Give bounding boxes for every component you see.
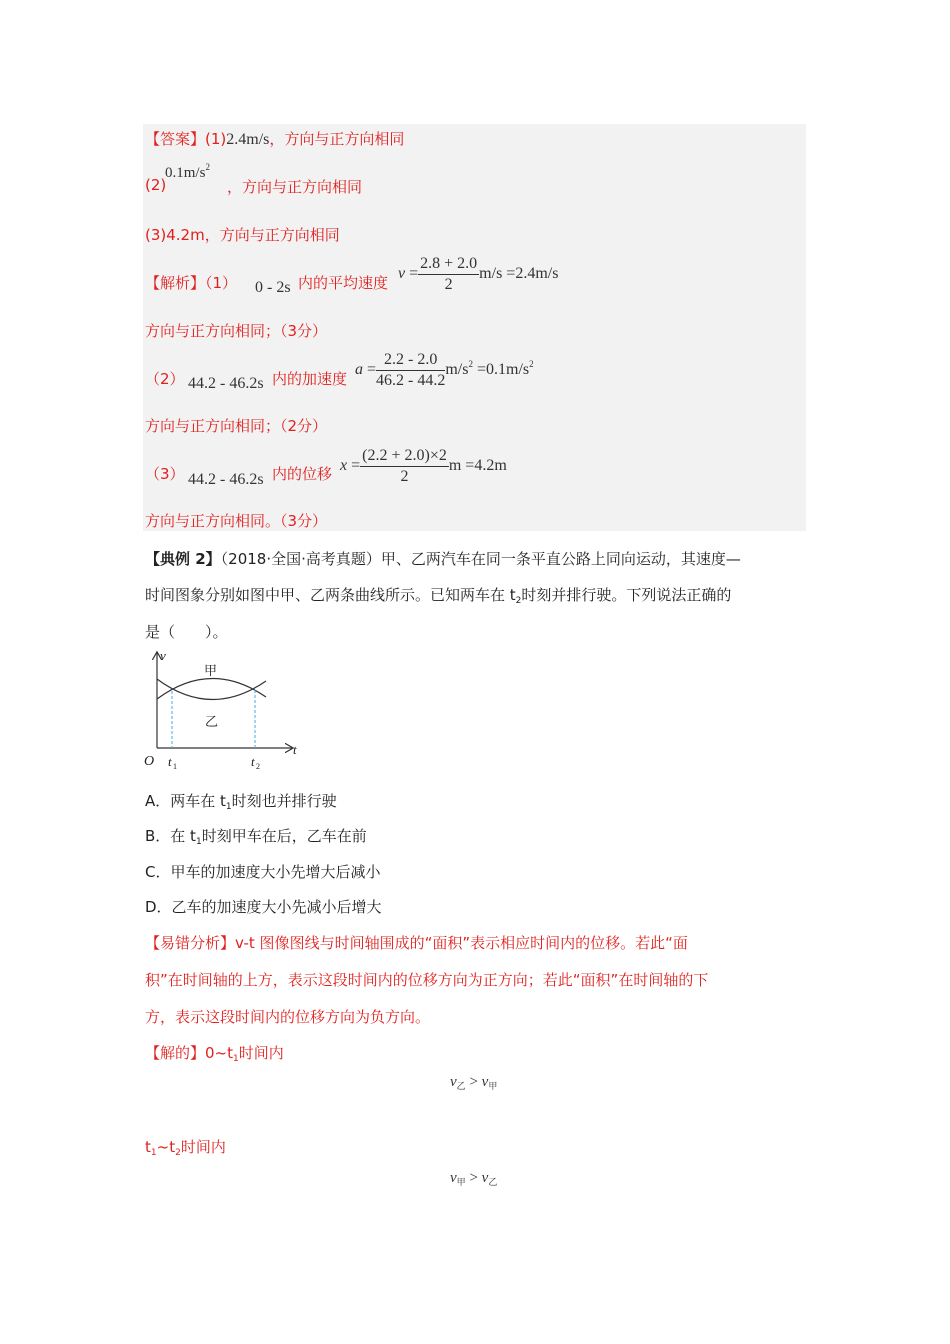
analysis-3-prefix: （3） [145, 465, 185, 483]
t1-label: t [168, 754, 172, 769]
analysis-2-interval: 44.2 - 46.2s [188, 375, 264, 392]
option-b: B．在 $t_1$时刻甲车在后，乙车在前 [145, 827, 367, 847]
solution-line-1: 【解的】$0\sim t_1$时间内 [145, 1044, 284, 1064]
analysis-2-mid: 内的加速度 [272, 370, 348, 388]
mistake-line-1: 【易错分析】v-t 图像图线与时间轴围成的“面积”表示相应时间内的位移。若此“面 [145, 934, 688, 952]
analysis-2-formula: a = $\frac{2.2 - 2.0}{46.2 - 44.2}$ $m/s^2 =0.1m/s^2$ [355, 351, 534, 389]
analysis-3-formula: x = $\frac{(2.2 + 2.0)\times 2}{2}$ m =4.2m [340, 447, 507, 485]
t2-label: t [251, 754, 255, 769]
vt-graph [140, 645, 310, 775]
analysis-2-note: 方向与正方向相同；（2分） [145, 417, 328, 435]
curve-jia [157, 678, 266, 699]
analysis-3-mid: 内的位移 [272, 465, 333, 483]
analysis-1-formula: v = $\frac{2.8 + 2.0}{2}$ m/s =2.4m/s [398, 255, 559, 293]
mistake-line-3: 方，表示这段时间内的位移方向为负方向。 [145, 1008, 431, 1026]
mistake-line-2: 积”在时间轴的上方，表示这段时间内的位移方向为正方向；若此“面积”在时间轴的下 [145, 971, 709, 989]
origin-label: O [144, 754, 155, 769]
analysis-1-mid: 内的平均速度 [298, 274, 389, 292]
x-axis-label: t [293, 742, 297, 757]
curve-jia-label: 甲 [204, 664, 218, 679]
solution-formula-2: $v_甲 > v_乙$ [450, 1170, 498, 1187]
analysis-label: 【解析】（1） [145, 274, 238, 292]
answer-line-3: (3)4.2m，方向与正方向相同 [145, 226, 340, 244]
analysis-3-note: 方向与正方向相同。（3分） [145, 512, 328, 530]
curve-yi-label: 乙 [205, 715, 219, 730]
option-a: A．两车在 $t_1$时刻也并排行驶 [145, 792, 337, 812]
t2-sub: 2 [256, 762, 260, 771]
answer-line-1: 【答案】(1)2.4m/s，方向与正方向相同 [145, 130, 405, 148]
example-line-3: 是（ ）。 [145, 623, 228, 641]
y-axis-label: v [160, 648, 166, 663]
solution-formula-1: $v_乙 > v_甲$ [450, 1074, 498, 1091]
example-line-1: 【典例 2】（2018·全国·高考真题）甲、乙两汽车在同一条平直公路上同向运动，其速度— [145, 550, 741, 568]
option-d: D．乙车的加速度大小先减小后增大 [145, 898, 382, 916]
option-c: C．甲车的加速度大小先增大后减小 [145, 863, 381, 881]
analysis-2-prefix: （2） [145, 370, 185, 388]
t1-sub: 1 [173, 762, 177, 771]
analysis-3-interval: 44.2 - 46.2s [188, 471, 264, 488]
analysis-1-interval: 0 - 2s [255, 279, 291, 296]
example-line-2: 时间图象分别如图中甲、乙两条曲线所示。已知两车在 $t_2$时刻并排行驶。下列说法正确的 [145, 586, 732, 606]
solution-line-2: $t_1\sim t_2$时间内 [145, 1138, 226, 1158]
analysis-1-note: 方向与正方向相同；（3分） [145, 322, 328, 340]
